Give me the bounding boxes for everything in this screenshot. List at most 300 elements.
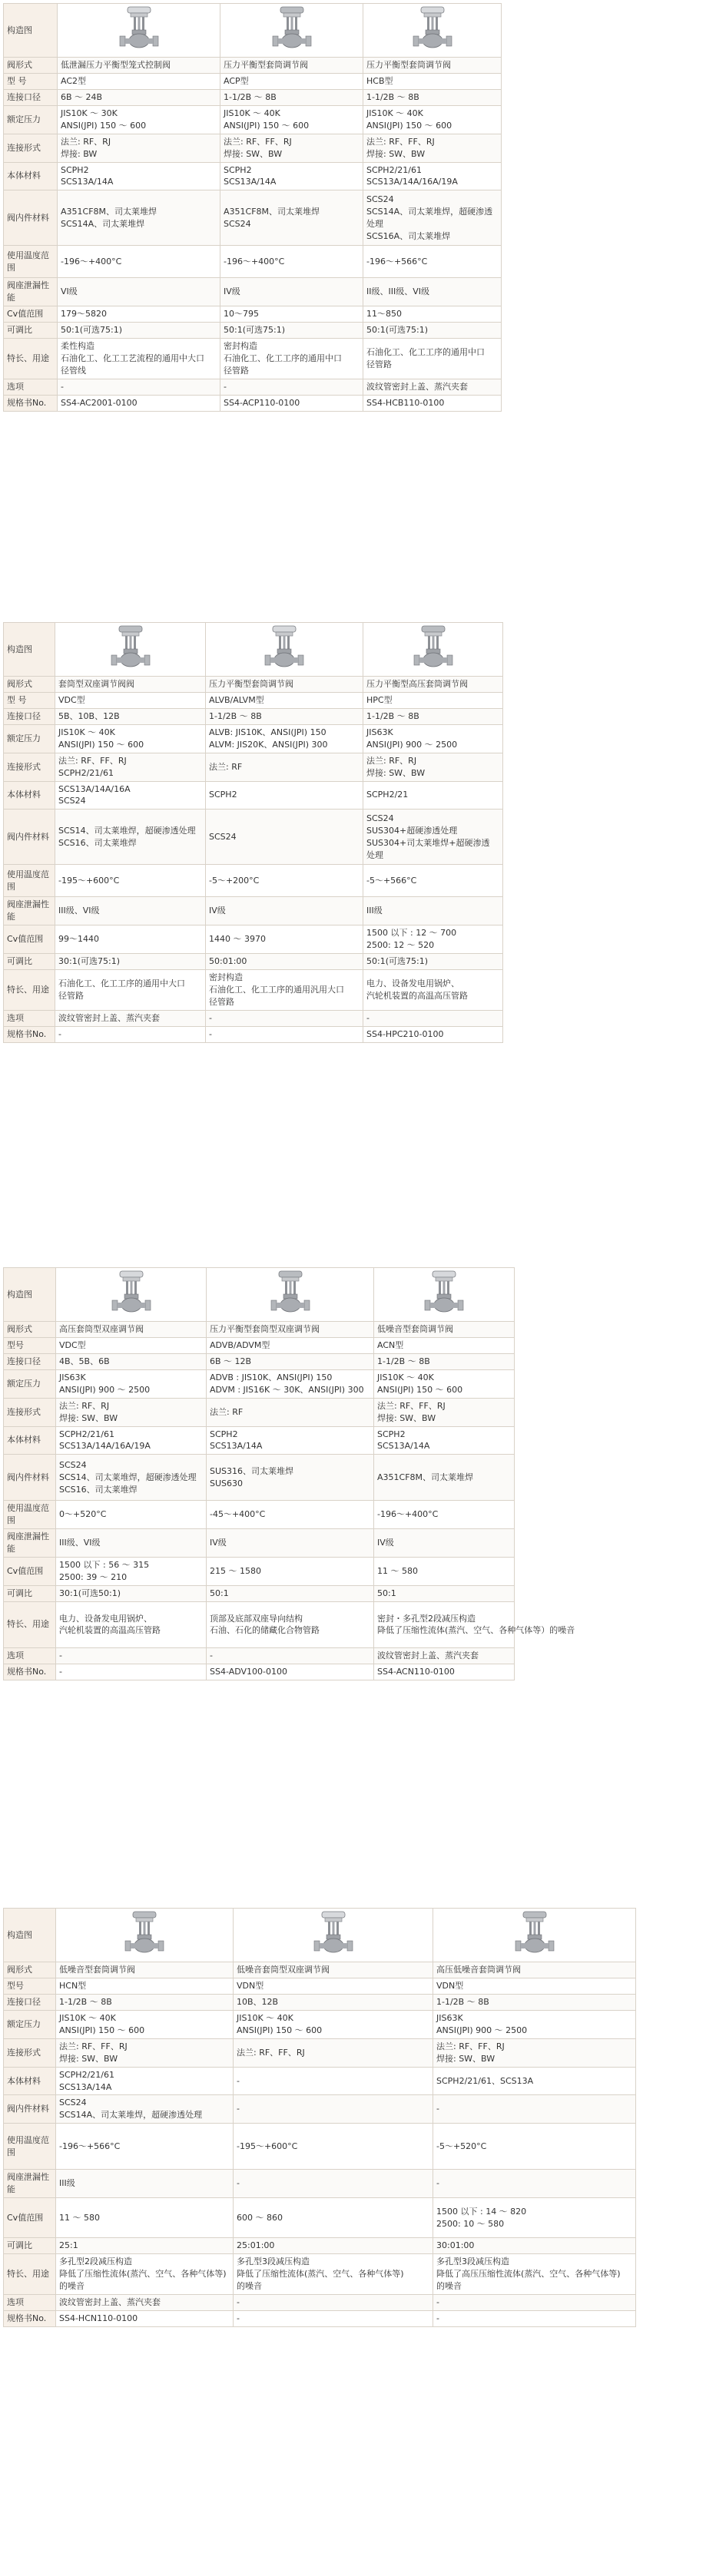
spec-cell-line: - [61, 381, 64, 392]
spec-cell-line: III级 [59, 2178, 75, 2189]
spec-cell-line: JIS10K ～ 30K [61, 108, 118, 118]
spec-cell-line: 50:01:00 [209, 956, 247, 967]
spec-cell [207, 1647, 374, 1664]
spec-row [4, 1010, 503, 1026]
spec-cell [220, 162, 363, 190]
spec-cell-line: -45～+400°C [210, 1509, 266, 1520]
spec-row [4, 306, 502, 323]
spec-cell [363, 323, 502, 339]
spec-cell-line: 焊接: SW、BW [436, 2053, 496, 2064]
spec-cell-line: III级、VI级 [58, 906, 100, 916]
spec-row [4, 925, 503, 954]
valve-image [220, 4, 363, 58]
spec-cell [363, 1010, 503, 1026]
spec-cell-line: ANSI(JPI) 900 ～ 2500 [366, 739, 458, 750]
spec-row [4, 4, 502, 58]
spec-cell-line: 法兰: RF、FF、RJ [224, 136, 292, 147]
spec-cell [363, 970, 503, 1011]
spec-cell-line: 50:1(可选75:1) [366, 325, 428, 336]
spec-cell [58, 379, 220, 395]
spec-cell-line: SCS13A/14A [61, 177, 114, 187]
row-label: 构造图 [4, 1909, 56, 1962]
spec-cell-line: HCB型 [366, 75, 393, 86]
spec-cell [58, 190, 220, 246]
spec-cell [374, 1369, 515, 1398]
spec-cell-line: - [58, 1028, 61, 1039]
spec-cell [207, 1501, 374, 1529]
spec-cell-line: IV级 [224, 286, 240, 297]
spec-cell [207, 1455, 374, 1501]
row-label: 连接形式 [4, 1398, 56, 1426]
row-label: 规格书No. [4, 395, 58, 411]
spec-cell [55, 970, 206, 1011]
valve-image [58, 4, 220, 58]
spec-cell [433, 1978, 636, 1994]
spec-cell [56, 2038, 234, 2067]
spec-cell [363, 73, 502, 89]
spec-row [4, 865, 503, 897]
spec-cell [56, 1369, 207, 1398]
spec-cell [58, 134, 220, 162]
row-label: 可调比 [4, 1586, 56, 1602]
spec-cell-line: - [436, 2104, 439, 2114]
spec-row [4, 1455, 515, 1501]
spec-cell-line: 法兰: RF [210, 1406, 244, 1417]
spec-cell [207, 1398, 374, 1426]
spec-cell [206, 692, 363, 708]
spec-cell-line: 50:1(可选75:1) [366, 956, 428, 967]
spec-cell-line: 99～1440 [58, 934, 99, 945]
spec-cell-line: SCS13A/14A/16A/19A [59, 1441, 151, 1452]
spec-cell [55, 781, 206, 810]
row-label: 额定压力 [4, 105, 58, 134]
spec-row [4, 1962, 636, 1978]
spec-cell-line: SCS24 [224, 218, 251, 229]
spec-cell-line: 石油化工、化工工序的通用中大口 [58, 978, 185, 989]
row-label: 规格书No. [4, 1026, 55, 1042]
row-label: 阀形式 [4, 1321, 56, 1337]
spec-row [4, 1026, 503, 1042]
spec-cell-line: - [210, 1650, 213, 1660]
spec-cell-line: 波纹管密封上盖、蒸汽夹套 [377, 1650, 479, 1660]
spec-cell [58, 246, 220, 278]
spec-row [4, 1369, 515, 1398]
control-valve-icon [308, 1910, 359, 1956]
spec-cell [55, 753, 206, 781]
spec-cell-line: ANSI(JPI) 900 ～ 2500 [436, 2025, 528, 2035]
row-label: 型号 [4, 1978, 56, 1994]
spec-cell-line: SCPH2 [209, 790, 237, 800]
spec-row [4, 57, 502, 73]
spec-cell-line: 25:01:00 [237, 2240, 275, 2251]
row-label: 使用温度范围 [4, 1501, 56, 1529]
spec-cell-line: 焊接: SW、BW [59, 1412, 118, 1423]
spec-cell-line: SS4-HCB110-0100 [366, 397, 445, 408]
spec-cell-line: 套筒型双座调节阀阀 [58, 678, 134, 689]
spec-cell-line: 石油化工、化工工艺流程的通用中大口 [61, 353, 204, 364]
spec-cell-line: VI级 [61, 286, 78, 297]
spec-cell-line: - [436, 2296, 439, 2307]
row-label: 本体材料 [4, 781, 55, 810]
spec-cell [234, 2038, 433, 2067]
spec-row [4, 1586, 515, 1602]
spec-cell-line: A351CF8M、司太莱堆焊 [377, 1472, 474, 1482]
spec-cell [363, 57, 502, 73]
spec-cell-line: - [237, 2178, 240, 2189]
spec-cell [56, 2067, 234, 2095]
control-valve-icon [114, 5, 164, 51]
spec-cell [55, 708, 206, 724]
spec-cell-line: 压力平衡型套筒调节阀 [209, 678, 293, 689]
spec-cell-line: SUS304+超硬渗透处理 [366, 825, 458, 836]
spec-cell-line: 柔性构造 [61, 341, 94, 352]
spec-table [3, 622, 503, 1043]
spec-cell-line: 石油化工、化工工序的通用汎用大口 [209, 985, 344, 995]
spec-cell-line: 压力平衡型套筒调节阀 [366, 59, 451, 70]
spec-cell [58, 105, 220, 134]
spec-cell-line: ADVB/ADVM型 [210, 1339, 270, 1350]
row-label: 阀内件材料 [4, 1455, 56, 1501]
control-valve-icon [265, 1270, 316, 1316]
spec-cell-line: 降低了压缩性流体(蒸汽、空气、各种气体等) [237, 2269, 404, 2280]
spec-cell [363, 753, 503, 781]
spec-cell-line: SCS14A、司太莱堆焊，超硬渗透 [366, 206, 493, 217]
spec-cell-line: 低噪音套筒型双座调节阀 [237, 1965, 330, 1975]
row-label: 使用温度范围 [4, 2124, 56, 2170]
spec-row [4, 190, 502, 246]
spec-cell [433, 2010, 636, 2038]
spec-cell-line: ALVB/ALVM型 [209, 694, 264, 705]
spec-row [4, 753, 503, 781]
spec-cell-line: 2500: 39 ～ 210 [59, 1572, 128, 1583]
spec-cell-line: -196～+400°C [224, 256, 285, 267]
spec-cell [56, 1962, 234, 1978]
spec-cell-line: 压力平衡型高压套筒调节阀 [366, 678, 468, 689]
spec-cell-line: -5～+566°C [366, 875, 417, 886]
spec-cell-line: SCPH2/21/61 [366, 164, 422, 175]
spec-cell [207, 1337, 374, 1353]
spec-cell-line: 50:1(可选75:1) [61, 325, 122, 336]
spec-cell-line: 法兰: RF、RJ [61, 136, 111, 147]
spec-row [4, 1529, 515, 1558]
spec-cell [433, 2238, 636, 2254]
spec-cell-line: HPC型 [366, 694, 393, 705]
spec-cell [58, 162, 220, 190]
spec-cell-line: JIS10K ～ 40K [377, 1372, 434, 1382]
spec-cell [55, 1010, 206, 1026]
spec-cell [56, 1978, 234, 1994]
spec-cell-line: 10B、12B [237, 1996, 279, 2007]
spec-cell-line: SCS13A/14A/16A [58, 783, 131, 794]
spec-cell-line: 电力、设备发电用锅炉、 [366, 978, 459, 989]
spec-cell [207, 1321, 374, 1337]
spec-row [4, 1337, 515, 1353]
spec-cell [433, 2198, 636, 2238]
spec-cell-line: ANSI(JPI) 900 ～ 2500 [59, 1384, 151, 1395]
spec-table [3, 1267, 575, 1680]
spec-row [4, 1601, 515, 1647]
spec-cell [234, 2095, 433, 2124]
spec-cell-line: 2500: 12 ～ 520 [366, 940, 435, 951]
spec-cell [374, 1321, 515, 1337]
spec-cell [58, 395, 220, 411]
spec-cell-line: ANSI(JPI) 150 ～ 600 [237, 2025, 323, 2035]
spec-row [4, 105, 502, 134]
spec-cell-line: -195～+600°C [237, 2141, 298, 2151]
spec-cell-line: 215 ～ 1580 [210, 1566, 261, 1577]
spec-row [4, 2124, 636, 2170]
spec-cell-line: 1-1/2B ～ 8B [366, 91, 419, 102]
spec-row [4, 162, 502, 190]
spec-cell [433, 2310, 636, 2326]
spec-row [4, 897, 503, 925]
spec-cell [206, 970, 363, 1011]
spec-cell-line: ANSI(JPI) 150 ～ 600 [58, 739, 144, 750]
row-label: 可调比 [4, 954, 55, 970]
spec-cell [55, 1026, 206, 1042]
spec-cell [56, 2124, 234, 2170]
spec-cell-line: JIS63K [59, 1372, 86, 1382]
spec-cell [363, 246, 502, 278]
spec-cell-line: -196～+400°C [377, 1509, 439, 1520]
spec-cell-line: 25:1 [59, 2240, 78, 2251]
spec-cell-line: 波纹管密封上盖、蒸汽夹套 [58, 1012, 160, 1023]
spec-cell-line: 石油、石化的储藏化合物管路 [210, 1625, 320, 1636]
spec-cell-line: SCS16、司太莱堆焊 [58, 837, 137, 848]
spec-cell [374, 1398, 515, 1426]
spec-cell-line: - [224, 381, 227, 392]
spec-cell [220, 246, 363, 278]
spec-row [4, 810, 503, 865]
row-label: 本体材料 [4, 1426, 56, 1455]
spec-cell [433, 2170, 636, 2198]
spec-cell [220, 278, 363, 306]
spec-cell [363, 865, 503, 897]
row-label: 阀座泄漏性能 [4, 1529, 56, 1558]
spec-cell-line: -5～+200°C [209, 875, 260, 886]
spec-cell-line: SCS13A/14A [59, 2081, 112, 2092]
spec-cell [374, 1529, 515, 1558]
row-label: Cv值范围 [4, 925, 55, 954]
spec-cell-line: 多孔型3段减压构造 [436, 2256, 509, 2267]
spec-cell [207, 1558, 374, 1586]
spec-cell [363, 134, 502, 162]
spec-cell [363, 89, 502, 105]
row-label: 连接形式 [4, 134, 58, 162]
spec-cell [55, 925, 206, 954]
spec-cell [56, 1501, 207, 1529]
spec-cell [207, 1529, 374, 1558]
spec-row [4, 89, 502, 105]
spec-cell-line: SCS13A/14A [210, 1441, 263, 1452]
spec-cell-line: 焊接: SW、BW [366, 767, 426, 778]
spec-cell [220, 57, 363, 73]
row-label: 选项 [4, 2294, 56, 2310]
spec-cell-line: SUS304+司太莱堆焊+超硬渗透 [366, 837, 490, 848]
spec-cell-line: JIS10K ～ 40K [366, 108, 423, 118]
spec-cell-line: 压力平衡型套筒型双座调节阀 [210, 1323, 320, 1334]
spec-cell-line: - [237, 2075, 240, 2086]
spec-cell [234, 2067, 433, 2095]
row-label: 构造图 [4, 1268, 56, 1322]
spec-cell-line: ALVM: JIS20K、ANSI(JPI) 300 [209, 739, 328, 750]
spec-cell [433, 2095, 636, 2124]
spec-cell [220, 306, 363, 323]
spec-cell [56, 1398, 207, 1426]
spec-cell-line: SUS630 [210, 1478, 244, 1488]
row-label: 阀内件材料 [4, 810, 55, 865]
spec-cell [363, 306, 502, 323]
spec-cell [55, 810, 206, 865]
spec-row [4, 1268, 515, 1322]
spec-cell-line: ANSI(JPI) 150 ～ 600 [61, 120, 147, 131]
valve-image [363, 4, 502, 58]
spec-cell-line: -195～+600°C [58, 875, 120, 886]
row-label: 连接口径 [4, 89, 58, 105]
row-label: 规格书No. [4, 2310, 56, 2326]
spec-row [4, 339, 502, 379]
spec-cell [220, 190, 363, 246]
spec-row [4, 1353, 515, 1369]
spec-cell [55, 865, 206, 897]
spec-cell-line: 1-1/2B ～ 8B [366, 710, 419, 721]
spec-cell-line: 的噪音 [59, 2281, 85, 2291]
spec-table [3, 1908, 636, 2327]
row-label: 额定压力 [4, 1369, 56, 1398]
control-valve-icon [267, 5, 317, 51]
spec-cell-line: 压力平衡型套筒调节阀 [224, 59, 308, 70]
spec-cell-line: 径管线 [61, 366, 86, 376]
spec-cell-line: 焊接: SW、BW [377, 1412, 436, 1423]
spec-cell-line: 法兰: RF、FF、RJ [366, 136, 435, 147]
spec-row [4, 73, 502, 89]
spec-cell-line: 法兰: RF、FF、RJ [436, 2041, 505, 2051]
spec-cell-line: SCPH2/21/61 [59, 1429, 114, 1439]
row-label: 阀形式 [4, 676, 55, 692]
spec-row [4, 623, 503, 677]
spec-cell-line: - [436, 2178, 439, 2189]
spec-cell-line: SCS13A/14A [377, 1441, 430, 1452]
spec-cell-line: 2500: 10 ～ 580 [436, 2218, 505, 2229]
spec-row [4, 134, 502, 162]
spec-cell [220, 323, 363, 339]
spec-cell-line: SCPH2 [224, 164, 252, 175]
spec-cell [220, 339, 363, 379]
spec-cell [220, 395, 363, 411]
spec-cell [433, 2038, 636, 2067]
row-label: 额定压力 [4, 2010, 56, 2038]
spec-cell-line: - [209, 1012, 212, 1023]
spec-cell [56, 2238, 234, 2254]
spec-cell-line: 低噪音型套筒调节阀 [59, 1965, 135, 1975]
spec-row [4, 2067, 636, 2095]
spec-cell [206, 925, 363, 954]
spec-row [4, 2310, 636, 2326]
spec-cell-line: 径管路 [209, 996, 234, 1007]
spec-cell-line: SCS24 [209, 831, 237, 842]
spec-cell-line: 的噪音 [436, 2281, 462, 2291]
spec-cell-line: 处理 [366, 849, 383, 860]
spec-cell [56, 2198, 234, 2238]
spec-cell-line: SCS14A、司太莱堆焊 [61, 218, 145, 229]
spec-row [4, 395, 502, 411]
spec-cell-line: 50:1 [210, 1588, 229, 1598]
spec-cell-line: SCPH2/21/61、SCS13A [436, 2075, 534, 2086]
control-valve-icon [105, 624, 156, 670]
spec-cell-line: JIS63K [366, 727, 393, 737]
spec-cell-line: 低噪音型套筒调节阀 [377, 1323, 453, 1334]
spec-cell-line: SS4-ACN110-0100 [377, 1666, 455, 1677]
row-label: 阀内件材料 [4, 190, 58, 246]
spec-cell [56, 1426, 207, 1455]
spec-cell-line: - [237, 2296, 240, 2307]
spec-cell-line: VDN型 [436, 1980, 464, 1991]
row-label: Cv值范围 [4, 1558, 56, 1586]
spec-cell [234, 2310, 433, 2326]
spec-cell-line: - [59, 1666, 62, 1677]
spec-row [4, 2170, 636, 2198]
spec-cell [234, 2010, 433, 2038]
spec-cell-line: 6B ～ 24B [61, 91, 103, 102]
spec-cell-line: VDC型 [58, 694, 85, 705]
spec-cell [56, 2095, 234, 2124]
spec-row [4, 1426, 515, 1455]
spec-cell-line: 4B、5B、6B [59, 1356, 110, 1366]
row-label: 额定压力 [4, 724, 55, 753]
spec-row [4, 708, 503, 724]
spec-cell [220, 105, 363, 134]
row-label: 型 号 [4, 73, 58, 89]
spec-row [4, 692, 503, 708]
spec-cell-line: II级、III级、VI级 [366, 286, 429, 297]
spec-cell-line: ANSI(JPI) 150 ～ 600 [224, 120, 310, 131]
spec-cell [363, 781, 503, 810]
spec-row [4, 1978, 636, 1994]
spec-cell [58, 278, 220, 306]
spec-cell [55, 724, 206, 753]
row-label: 选项 [4, 1010, 55, 1026]
spec-cell-line: IV级 [377, 1538, 394, 1548]
spec-cell [207, 1664, 374, 1680]
spec-cell [207, 1369, 374, 1398]
spec-row [4, 2095, 636, 2124]
spec-cell-line: 11 ～ 580 [59, 2212, 100, 2223]
spec-row [4, 1909, 636, 1962]
spec-cell [234, 1962, 433, 1978]
spec-cell [363, 724, 503, 753]
spec-cell-line: 1500 以下 : 56 ～ 315 [59, 1560, 150, 1571]
spec-cell [56, 2294, 234, 2310]
spec-cell [363, 1026, 503, 1042]
row-label: 本体材料 [4, 2067, 56, 2095]
spec-cell [206, 1026, 363, 1042]
spec-cell [363, 692, 503, 708]
spec-cell-line: -196～+566°C [59, 2141, 121, 2151]
spec-cell-line: SCS24 [59, 1459, 87, 1470]
spec-cell [206, 954, 363, 970]
spec-cell [56, 1337, 207, 1353]
spec-cell-line: 法兰: RF、FF、RJ [237, 2047, 305, 2058]
spec-cell [374, 1353, 515, 1369]
spec-cell-line: 波纹管密封上盖、蒸汽夹套 [59, 2296, 161, 2307]
control-valve-icon [419, 1270, 469, 1316]
spec-cell-line: 30:01:00 [436, 2240, 475, 2251]
spec-cell [433, 2254, 636, 2295]
spec-cell [56, 1353, 207, 1369]
spec-cell-line: 11～850 [366, 309, 402, 320]
spec-cell [220, 134, 363, 162]
spec-cell-line: - [209, 1028, 212, 1039]
